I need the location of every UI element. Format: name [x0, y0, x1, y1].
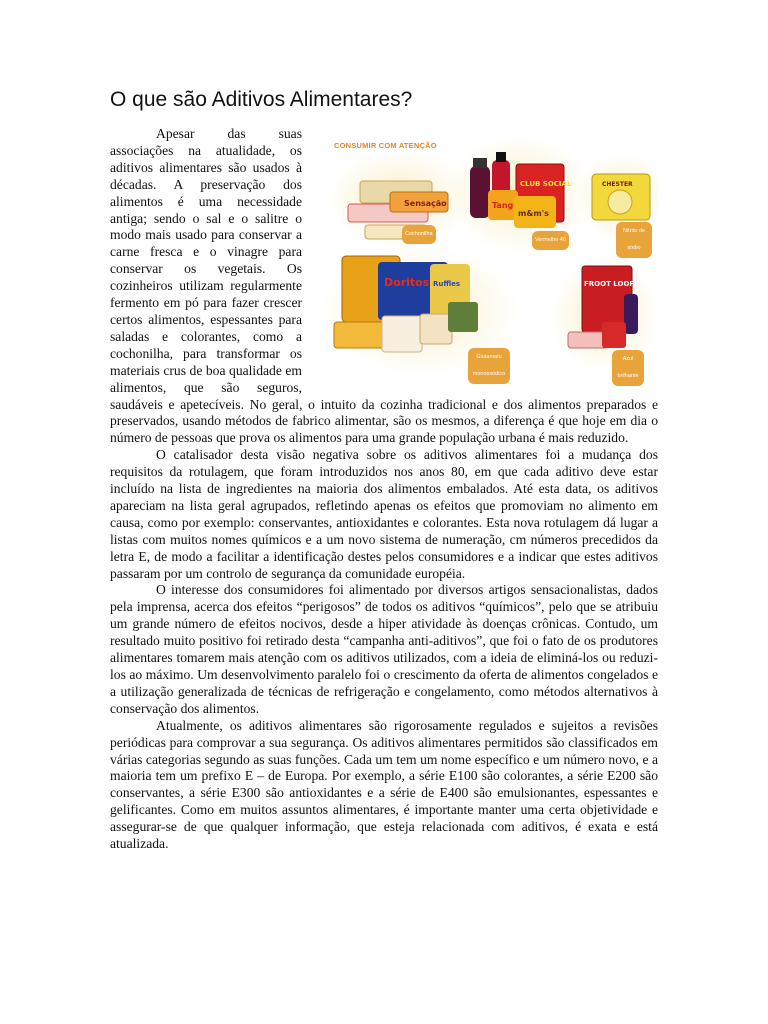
- food-additives-figure: [320, 126, 658, 379]
- paragraph-2: O catalisador desta visão negativa sobre os aditivos alimentares foi a mudança dos requisitos da rotulagem, que foram introduzidos nos anos 80, em que cada aditivo deve estar incluído na lista de ingredientes na maioria dos alimentos embalados. Até esta data, os aditivos apareciam na lista geral agrupados, refletindo apenas os efeitos que promoviam no alimento em causa, como por exemplo: conservantes, antioxidantes e colorantes. Esta nova rotulagem dá lugar a listas com muitos nomes químicos e a um novo sistema de numeração, cm números precedidos da letra E, de modo a facilitar a identificação destes pelos consumidores e a indicar que estes aditivos passaram por um controlo de segurança da comunidade européia.: [110, 447, 658, 581]
- article-body: [110, 126, 658, 853]
- figure-header: CONSUMIR COM ATENÇÃO: [334, 141, 437, 150]
- caption-glutamato: Glutamato monossódico: [468, 348, 510, 384]
- paragraph-3: O interesse dos consumidores foi alimentado por diversos artigos sensacionalistas, dados pela imprensa, acerca dos efeitos “perigosos” de todos os aditivos “químicos”, pelo que se atribuiu um grande número de efeitos nocivos, desde a hiper atividade às doenças crônicas. Contudo, um resultado muito positivo foi retirado desta “campanha anti-aditivos”, que foi o fato de os produtores alimentares tomarem mais atenção com os aditivos utilizados, com a ideia de eliminá-los ou reduzi-los ao máximo. Um desenvolvimento paralelo foi o crescimento da oferta de alimentos congelados e a utilização generalizada de técnicas de refrigeração e congelamento, como métodos alternativos à conservação dos alimentos.: [110, 582, 658, 716]
- chester-label: CHESTER: [602, 181, 633, 188]
- sensacao-label: Sensação: [404, 199, 447, 208]
- paragraph-1: Apesar das suas associações na atualidade, os aditivos alimentares são usados à décadas. A preservação dos alimentos é uma necessidade antiga; sendo o sal e o salitre o modo mais usado para conservar a carne fresca e o vinagre para conservar os vegetais. Os cozinheiros utilizam regularmente fermento em pó para fazer crescer certos alimentos, espessantes para saladas e colorantes, como a cochonilha, para transformar os materiais crus de boa qualidade em alimentos, que são seguros, saudáveis e apetecíveis. No geral, o intuito da cozinha tradicional e dos alimentos preparados e preservados, usando métodos de fabrico alimentar, são os mesmos, a diferença é que hoje em dia o número de pessoas que prova os alimentos para uma grande população urbana é mais reduzido.: [110, 126, 658, 446]
- caption-azul-brilhante: Azul brilhante: [612, 350, 644, 386]
- caption-vermelho-40: Vermelho 40: [532, 231, 569, 250]
- froot-loops-label: FROOT LOOPS: [584, 280, 640, 288]
- paragraph-4: Atualmente, os aditivos alimentares são rigorosamente regulados e sujeitos a revisões periódicas para comprovar a sua segurança. Os aditivos alimentares permitidos são classificados em várias categorias segundo as suas funções. Cada um tem um nome específico e um número novo, e a maioria tem um prefixo E – de Europa. Por exemplo, a série E100 são colorantes, a série E200 são conservantes, a série E300 são antioxidantes e a série de E400 são emulsionantes, espessantes e gelificantes. Como em muitos assuntos alimentares, é importante manter uma certa objetividade e assegurar-se de que qualquer informação, que esteja relacionada com aditivos, é exata e está atualizada.: [110, 717, 658, 852]
- ruffles-label: Ruffles: [433, 280, 461, 288]
- club-social-label: CLUB SOCIAL: [520, 180, 572, 188]
- doritos-label: Doritos: [384, 276, 430, 289]
- mms-label: m&m's: [518, 209, 549, 218]
- caption-cochonilha: Cochonilha: [402, 225, 436, 244]
- caption-nitrito-de-sodio: Nitrito de sódio: [616, 222, 652, 258]
- products-illustration: [320, 126, 658, 376]
- tang-label: Tang: [492, 201, 514, 210]
- page-title: O que são Aditivos Alimentares?: [110, 88, 413, 111]
